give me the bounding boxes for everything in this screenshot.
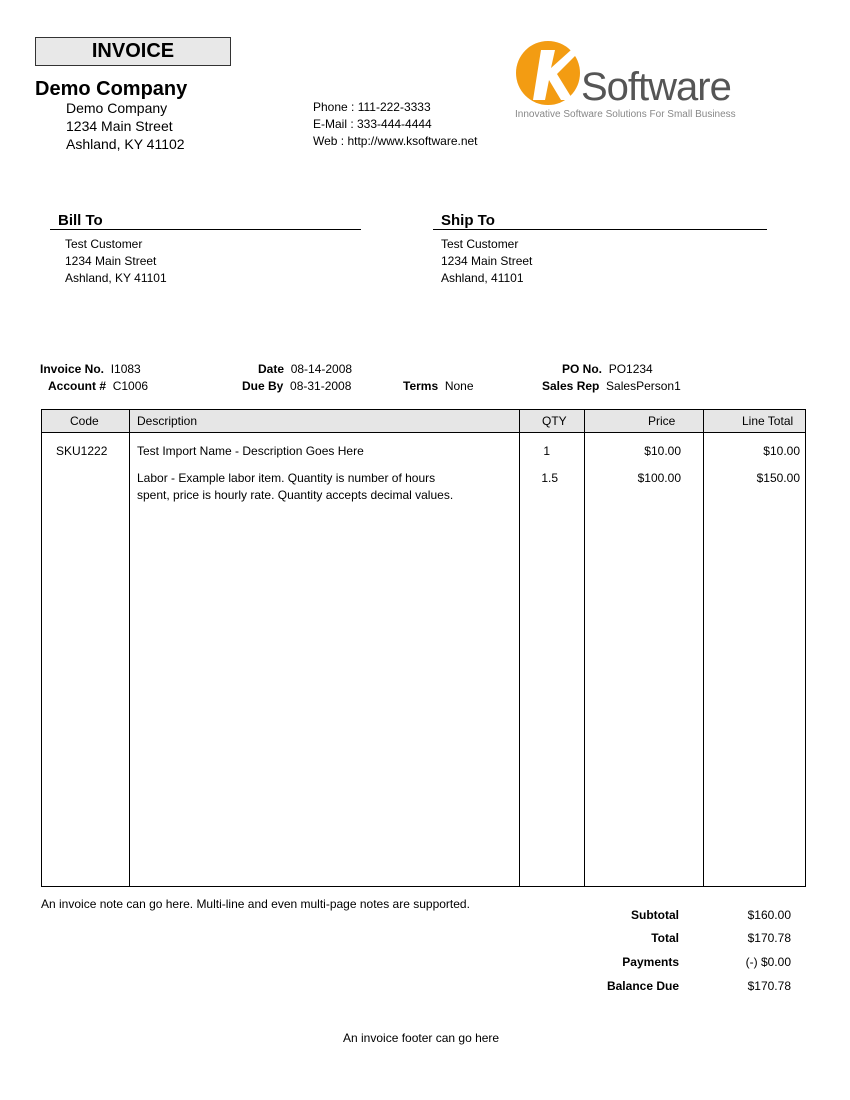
- sales-rep-value: SalesPerson1: [606, 379, 681, 393]
- row-2-price: $100.00: [637, 471, 681, 485]
- company-address-line-2: 1234 Main Street: [66, 118, 173, 134]
- account-label: Account #: [48, 379, 107, 393]
- po-value: PO1234: [608, 362, 653, 376]
- bill-to-line-3: Ashland, KY 41101: [65, 271, 167, 285]
- total-value: $170.78: [747, 931, 791, 945]
- company-web: Web : http://www.ksoftware.net: [313, 134, 478, 148]
- ship-to-title: Ship To: [441, 212, 495, 229]
- row-1-price: $10.00: [644, 444, 681, 458]
- column-divider: [129, 410, 130, 886]
- due-date-field: [242, 379, 351, 393]
- line-items-table: [41, 409, 806, 887]
- column-header-code: Code: [70, 414, 99, 428]
- account-field: [48, 379, 148, 393]
- sales-rep-field: [542, 379, 681, 393]
- invoice-number-label: Invoice No.: [40, 362, 105, 376]
- column-header-line-total: Line Total: [742, 414, 794, 428]
- company-address-line-3: Ashland, KY 41102: [66, 136, 185, 152]
- balance-due-label: Balance Due: [606, 979, 679, 993]
- ship-to-divider: [433, 229, 767, 230]
- po-field: [562, 362, 653, 376]
- logo-tagline: Innovative Software Solutions For Small Business: [515, 109, 736, 120]
- column-header-description: Description: [137, 414, 198, 428]
- balance-due-value: $170.78: [747, 979, 791, 993]
- subtotal-label: Subtotal: [631, 908, 679, 922]
- company-phone: Phone : 111-222-3333: [313, 100, 431, 114]
- date-field: [258, 362, 352, 376]
- sales-rep-label: Sales Rep: [542, 379, 600, 393]
- date-value: 08-14-2008: [290, 362, 353, 376]
- company-address-line-1: Demo Company: [66, 100, 168, 116]
- column-divider: [703, 410, 704, 886]
- invoice-title: INVOICE: [35, 37, 231, 66]
- company-name: Demo Company: [35, 78, 188, 100]
- column-divider: [584, 410, 585, 886]
- terms-field: [403, 379, 474, 393]
- due-date-label: Due By: [242, 379, 284, 393]
- invoice-number-value: I1083: [110, 362, 141, 376]
- payments-value: (-) $0.00: [745, 955, 791, 969]
- logo-mark-icon: [515, 38, 585, 108]
- po-label: PO No.: [562, 362, 603, 376]
- ship-to-line-3: Ashland, 41101: [441, 271, 524, 285]
- company-logo: [515, 38, 745, 128]
- row-1-line-total: $10.00: [763, 444, 800, 458]
- bill-to-line-1: Test Customer: [65, 237, 143, 251]
- row-2-qty: 1.5: [541, 471, 558, 485]
- logo-text: Software: [581, 65, 731, 109]
- bill-to-title: Bill To: [58, 212, 103, 229]
- row-2-description-line-1: Labor - Example labor item. Quantity is number of hours: [137, 471, 436, 485]
- row-1-description: Test Import Name - Description Goes Here: [137, 444, 364, 458]
- account-value: C1006: [112, 379, 149, 393]
- bill-to-line-2: 1234 Main Street: [65, 254, 157, 268]
- due-date-value: 08-31-2008: [290, 379, 352, 393]
- row-1-code: SKU1222: [56, 444, 108, 458]
- row-2-line-total: $150.00: [756, 471, 800, 485]
- payments-label: Payments: [622, 955, 679, 969]
- row-2-description-line-2: spent, price is hourly rate. Quantity accepts decimal values.: [137, 488, 454, 502]
- row-1-qty: 1: [543, 444, 550, 458]
- invoice-note: An invoice note can go here. Multi-line and even multi-page notes are supported.: [41, 897, 470, 911]
- ship-to-line-2: 1234 Main Street: [441, 254, 533, 268]
- column-divider: [519, 410, 520, 886]
- company-email: E-Mail : 333-444-4444: [313, 117, 432, 131]
- invoice-number-field: [40, 362, 141, 376]
- ship-to-line-1: Test Customer: [441, 237, 519, 251]
- invoice-footer: An invoice footer can go here: [343, 1031, 500, 1045]
- column-header-qty: QTY: [542, 414, 567, 428]
- bill-to-divider: [50, 229, 361, 230]
- terms-value: None: [444, 379, 474, 393]
- terms-label: Terms: [403, 379, 439, 393]
- column-header-price: Price: [648, 414, 676, 428]
- subtotal-value: $160.00: [747, 908, 791, 922]
- date-label: Date: [258, 362, 285, 376]
- total-label: Total: [651, 931, 679, 945]
